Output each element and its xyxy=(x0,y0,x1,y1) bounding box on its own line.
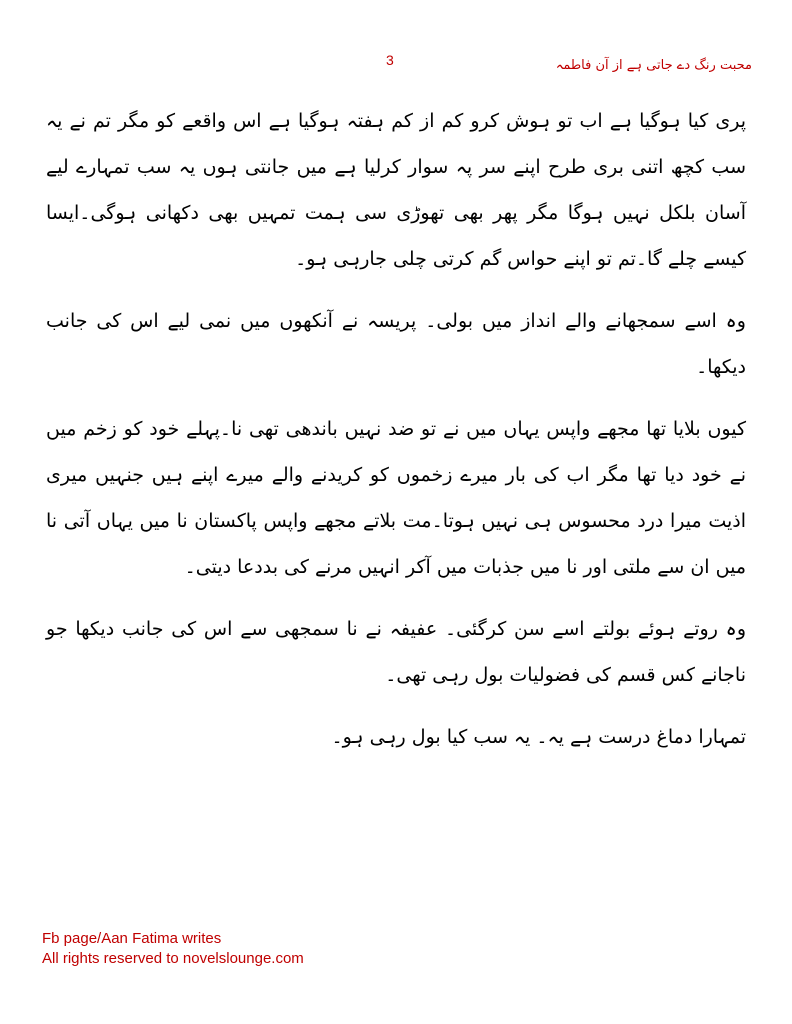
document-body xyxy=(46,98,746,760)
footer-rights: All rights reserved to novelslounge.com xyxy=(42,950,304,967)
footer-credits xyxy=(42,929,304,969)
footer-fb-page: Fb page/Aan Fatima writes xyxy=(42,930,222,947)
paragraph-5: تمہارا دماغ درست ہے یہ۔ یہ سب کیا بول رہی ہو۔ xyxy=(331,726,746,748)
paragraph-2: وہ اسے سمجھانے والے انداز میں بولی۔ پریسہ نے آنکھوں میں نمی لیے اس کی جانب دیکھا۔ xyxy=(46,310,746,378)
paragraph-4: وہ روتے ہوئے بولتے اسے سن کرگئی۔ عفیفہ نے نا سمجھی سے اس کی جانب دیکھا جو ناجانے کس قسم کی فضولیات بول رہی تھی۔ xyxy=(46,618,746,686)
paragraph-3: کیوں بلایا تھا مجھے واپس یہاں میں نے تو ضد نہیں باندھی تھی نا۔پہلے خود کو زخم میں نے خود دیا تھا مگر اب کی بار میرے زخموں کو کریدنے والے میرے اپنے ہیں جنہیں میری اذیت میرا درد محسوس ہی نہیں ہوتا۔مت بلاتے مجھے واپس پاکستان نا میں یہاں آتی نا میں ان سے ملتی اور نا میں جذبات میں آکر انہیں مرنے کی بددعا دیتی۔ xyxy=(46,418,746,578)
page-number: 3 xyxy=(386,52,394,68)
paragraph-1: پری کیا ہوگیا ہے اب تو ہوش کرو کم از کم ہفتہ ہوگیا ہے اس واقعے کو مگر تم نے یہ سب کچھ اتنی بری طرح اپنے سر پہ سوار کرلیا ہے میں جانتی ہوں یہ سب تمہارے لیے آسان بلکل نہیں ہوگا مگر پھر بھی تھوڑی سی ہمت تمہیں بھی دکھانی ہوگی۔ایسا کیسے چلے گا۔تم تو اپنے حواس گم کرتی چلی جارہی ہو۔ xyxy=(46,110,746,270)
novel-title: محبت رنگ دے جاتی ہے از آن فاطمہ xyxy=(555,58,752,73)
